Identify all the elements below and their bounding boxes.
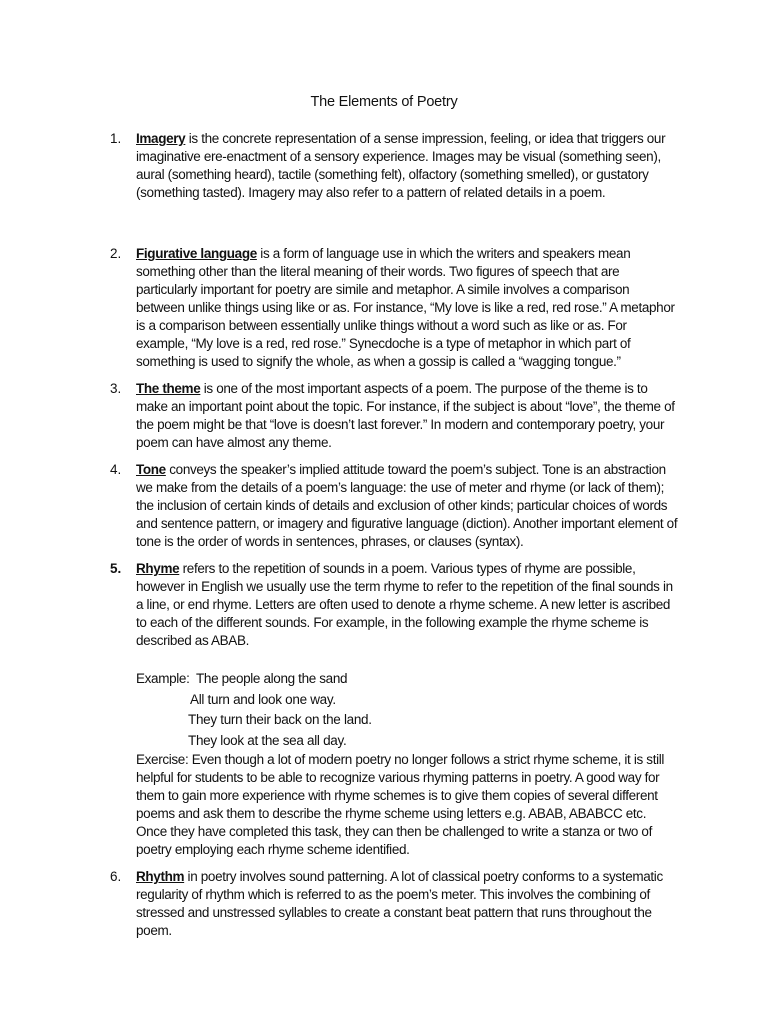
poem-line: They turn their back on the land.: [188, 712, 372, 727]
item-body: [136, 560, 680, 650]
item-number: 5.: [110, 561, 122, 576]
item-text: in poetry involves sound patterning. A lot of classical poetry conforms to a systematic regularity of rhythm which is referred to as the poem’s meter. This involves the combining of stressed and unstressed syllables to create a constant beat pattern that runs throughout the poem.: [136, 869, 663, 938]
item-number: 4.: [110, 462, 122, 477]
poem-line: All turn and look one way.: [190, 692, 336, 707]
poem-line: They look at the sea all day.: [188, 733, 347, 748]
item-number: 6.: [110, 869, 122, 884]
item-body: [136, 130, 680, 202]
example-first-line: Example: The people along the sand: [136, 671, 348, 686]
item-body: [136, 868, 680, 940]
exercise-paragraph: Exercise: Even though a lot of modern poetry no longer follows a strict rhyme scheme, it is still helpful for students to be able to recognize various rhyming patterns in poetry. A good way for them to gain more experience with rhyme schemes is to give them copies of several different poems and ask them to describe the rhyme scheme using letters e.g. ABAB, ABABCC etc. Once they have completed this task, they can then be challenged to write a stanza or two of poetry employing each rhyme scheme identified.: [136, 752, 665, 857]
item-term: Imagery: [136, 131, 186, 146]
item-term: Tone: [136, 462, 166, 477]
item-number: 2.: [110, 246, 122, 261]
item-term: Rhythm: [136, 869, 185, 884]
item-text: refers to the repetition of sounds in a poem. Various types of rhyme are possible, however in English we usually use the term rhyme to refer to the repetition of the final sounds in a line, or end rhyme. Letters are often used to denote a rhyme scheme. A new letter is ascribed to each of the different sounds. For example, in the following example the rhyme scheme is described as ABAB.: [136, 561, 673, 648]
item-body: [136, 380, 680, 452]
item-text: conveys the speaker’s implied attitude toward the poem’s subject. Tone is an abstraction we make from the details of a poem’s language: the use of meter and rhyme (or lack of them); the inclusion of certain kinds of details and exclusion of other kinds; particular choices of words and sentence pattern, or imagery and figurative language (diction). Another important element of tone is the order of words in sentences, phrases, or clauses (syntax).: [136, 462, 678, 549]
item-body: [136, 245, 680, 371]
item-body: [136, 461, 680, 551]
item-text: is one of the most important aspects of a poem. The purpose of the theme is to make an important point about the topic. For instance, if the subject is about “love”, the theme of the poem might be that “love is doesn’t last forever.” In modern and contemporary poetry, your poem can have almost any theme.: [136, 381, 675, 450]
item-term: Rhyme: [136, 561, 180, 576]
item-text: is a form of language use in which the writers and speakers mean something other than the literal meaning of their words. Two figures of speech that are particularly important for poetry are simile and metaphor. A simile involves a comparison between unlike things using like or as. For instance, “My love is like a red, red rose.” A metaphor is a comparison between essentially unlike things without a word such as like or as. For example, “My love is a red, red rose.” Synecdoche is a type of metaphor in which part of something is used to signify the whole, as when a gossip is called a “wagging tongue.”: [136, 246, 675, 369]
item-number: 1.: [110, 131, 122, 146]
item-text: is the concrete representation of a sense impression, feeling, or idea that triggers our imaginative ere-enactment of a sensory experience. Images may be visual (something seen), aural (something heard), tactile (something felt), olfactory (something smelled), or gustatory (something tasted). Imagery may also refer to a pattern of related details in a poem.: [136, 131, 666, 200]
item-number: 3.: [110, 381, 122, 396]
item-term: The theme: [136, 381, 201, 396]
item-term: Figurative language: [136, 246, 257, 261]
document-title: The Elements of Poetry: [310, 94, 458, 110]
